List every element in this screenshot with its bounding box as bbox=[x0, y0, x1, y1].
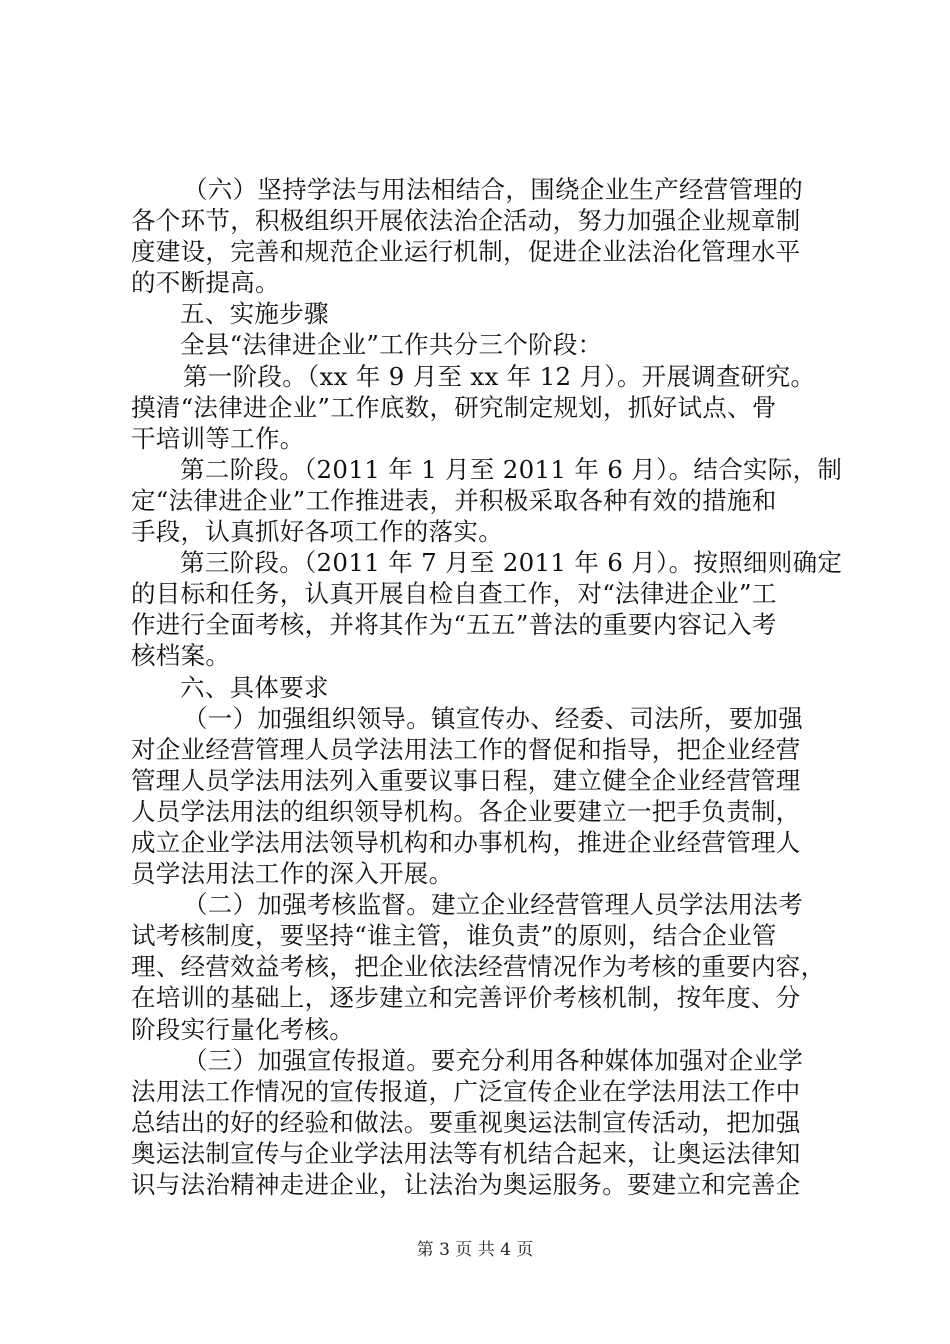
paragraph-line: 理、经营效益考核，把企业依法经营情况作为考核的重要内容， bbox=[131, 952, 826, 982]
paragraph-line: （三）加强宣传报道。要充分利用各种媒体加强对企业学 bbox=[183, 1045, 803, 1075]
paragraph-line: 第二阶段。（2011 年 1 月至 2011 年 6 月）。结合实际，制 bbox=[180, 454, 843, 484]
paragraph-line: 的目标和任务，认真开展自检自查工作，对“法律进企业”工 bbox=[131, 579, 777, 609]
paragraph-line: 奥运法制宣传与企业学法用法等有机结合起来，让奥运法律知 bbox=[131, 1138, 801, 1168]
paragraph-line: 法用法工作情况的宣传报道，广泛宣传企业在学法用法工作中 bbox=[131, 1076, 801, 1106]
paragraph-line: 阶段实行量化考核。 bbox=[131, 1014, 355, 1044]
paragraph-line: 的不断提高。 bbox=[131, 268, 280, 298]
paragraph-line: 第三阶段。（2011 年 7 月至 2011 年 6 月）。按照细则确定 bbox=[180, 548, 843, 578]
paragraph-line: 全县“法律进企业”工作共分三个阶段： bbox=[180, 330, 603, 360]
paragraph-line: 识与法治精神走进企业，让法治为奥运服务。要建立和完善企 bbox=[131, 1170, 801, 1199]
document-body bbox=[131, 174, 843, 1200]
paragraph-line: 度建设，完善和规范企业运行机制，促进企业法治化管理水平 bbox=[131, 237, 801, 267]
paragraph-line: 手段，认真抓好各项工作的落实。 bbox=[131, 517, 503, 547]
paragraph-line: 员学法用法工作的深入开展。 bbox=[131, 859, 454, 889]
paragraph-line: 人员学法用法的组织领导机构。各企业要建立一把手负责制， bbox=[131, 796, 801, 826]
paragraph-line: 总结出的好的经验和做法。要重视奥运法制宣传活动，把加强 bbox=[131, 1107, 801, 1137]
paragraph-line: 各个环节，积极组织开展依法治企活动，努力加强企业规章制 bbox=[131, 206, 801, 236]
paragraph-line: 作进行全面考核，并将其作为“五五”普法的重要内容记入考 bbox=[131, 610, 777, 640]
paragraph-line: （二）加强考核监督。建立企业经营管理人员学法用法考 bbox=[183, 890, 803, 920]
page-number-footer: 第 3 页 共 4 页 bbox=[416, 1240, 534, 1260]
paragraph-line: 对企业经营管理人员学法用法工作的督促和指导，把企业经营 bbox=[131, 734, 801, 764]
paragraph-line: 干培训等工作。 bbox=[131, 423, 305, 453]
paragraph-line: 试考核制度，要坚持“谁主管，谁负责”的原则，结合企业管 bbox=[131, 921, 777, 951]
paragraph-line: 管理人员学法用法列入重要议事日程，建立健全企业经营管理 bbox=[131, 765, 801, 795]
paragraph-line: （六）坚持学法与用法相结合，围绕企业生产经营管理的 bbox=[183, 175, 803, 204]
paragraph-line: 在培训的基础上，逐步建立和完善评价考核机制，按年度、分 bbox=[131, 983, 801, 1013]
paragraph-line: 第一阶段。（xx 年 9 月至 xx 年 12 月）。开展调查研究。 bbox=[183, 361, 816, 391]
paragraph-line: 核档案。 bbox=[131, 641, 231, 671]
paragraph-line: （一）加强组织领导。镇宣传办、经委、司法所，要加强 bbox=[183, 703, 803, 733]
paragraph-line: 成立企业学法用法领导机构和办事机构，推进企业经营管理人 bbox=[131, 827, 801, 857]
paragraph-line: 摸清“法律进企业”工作底数，研究制定规划，抓好试点、骨 bbox=[131, 392, 777, 422]
paragraph-line: 定“法律进企业”工作推进表，并积极采取各种有效的措施和 bbox=[131, 485, 777, 515]
section-heading: 六、具体要求 bbox=[180, 672, 329, 702]
section-heading: 五、实施步骤 bbox=[180, 299, 329, 329]
